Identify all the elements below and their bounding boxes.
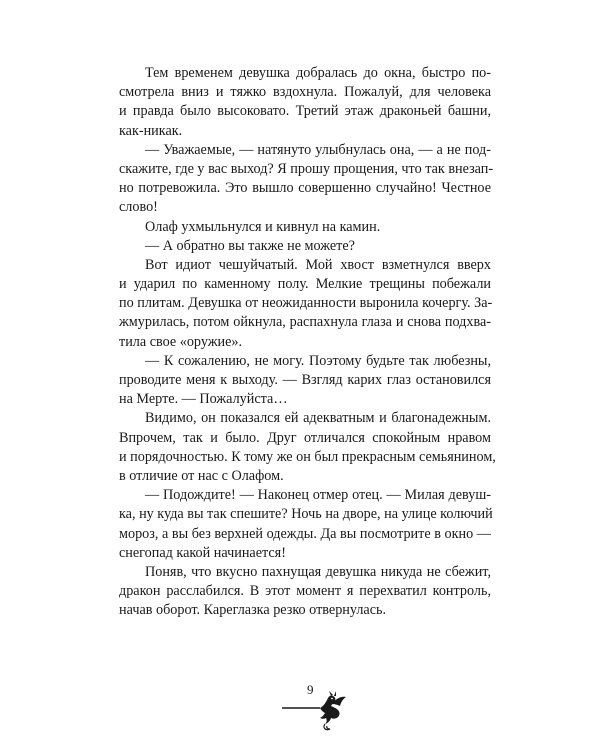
text-line: и порядочностью. К тому же он был прекрасным семьянином,: [119, 448, 496, 465]
text-line: на Мерте. — Пожалуйста…: [119, 391, 288, 408]
text-line: и ударил по каменному полу. Мелкие трещины побежали: [119, 276, 491, 293]
text-line: Вот идиот чешуйчатый. Мой хвост взметнулся вверх: [145, 256, 491, 273]
text-line: Впрочем, так и было. Друг отличался спокойным нравом: [119, 429, 491, 446]
text-line: — А обратно вы также не можете?: [145, 237, 355, 254]
page-number: 9: [307, 682, 314, 697]
text-line: как-никак.: [119, 122, 183, 139]
text-line: — Подождите! — Наконец отмер отец. — Милая девуш-: [145, 487, 491, 504]
text-line: Тем временем девушка добралась до окна, быстро по-: [145, 65, 491, 81]
text-line: слово!: [119, 199, 158, 216]
text-line: в отличие от нас с Олафом.: [119, 467, 284, 484]
text-line: по плитам. Девушка от неожиданности выронила кочергу. За-: [119, 295, 493, 312]
text-line: ка, ну куда вы так спешите? Ночь на дворе, на улице колючий: [119, 506, 493, 523]
text-line: — К сожалению, не могу. Поэтому будьте так любезны,: [145, 352, 491, 369]
dragon-icon: [280, 688, 352, 732]
text-line: дракон расслабился. В этот момент я перехватил контроль,: [119, 583, 491, 600]
text-line: Поняв, что вкусно пахнущая девушка никуда не сбежит,: [145, 563, 491, 580]
page-footer: [280, 682, 370, 732]
text-line: жмурилась, потом ойкнула, распахнула глаза и снова подхва-: [119, 314, 491, 331]
text-line: и правда было высоковато. Третий этаж драконьей башни,: [119, 103, 491, 120]
text-line: проводите меня к выходу. — Взгляд карих глаз остановился: [119, 372, 491, 388]
text-line: мороз, а вы без верхней одежды. Да вы посмотрите в окно —: [119, 525, 491, 542]
text-line: снегопад какой начинается!: [119, 544, 286, 561]
body-text: [119, 64, 496, 620]
text-line: начав оборот. Кареглазка резко отвернулась.: [119, 602, 387, 619]
text-line: Олаф ухмыльнулся и кивнул на камин.: [145, 218, 381, 235]
text-line: скажите, где у вас выход? Я прошу прощения, что так внезап-: [119, 160, 494, 177]
text-line: Видимо, он показался ей адекватным и благонадежным.: [145, 410, 491, 427]
text-line: тила свое «оружие».: [119, 333, 243, 350]
text-line: — Уважаемые, — натянуто улыбнулась она, — а не под-: [145, 141, 491, 158]
text-line: но потревожила. Это вышло совершенно случайно! Честное: [119, 180, 491, 197]
text-line: смотрела вниз и тяжко вздохнула. Пожалуй, для человека: [119, 84, 491, 101]
